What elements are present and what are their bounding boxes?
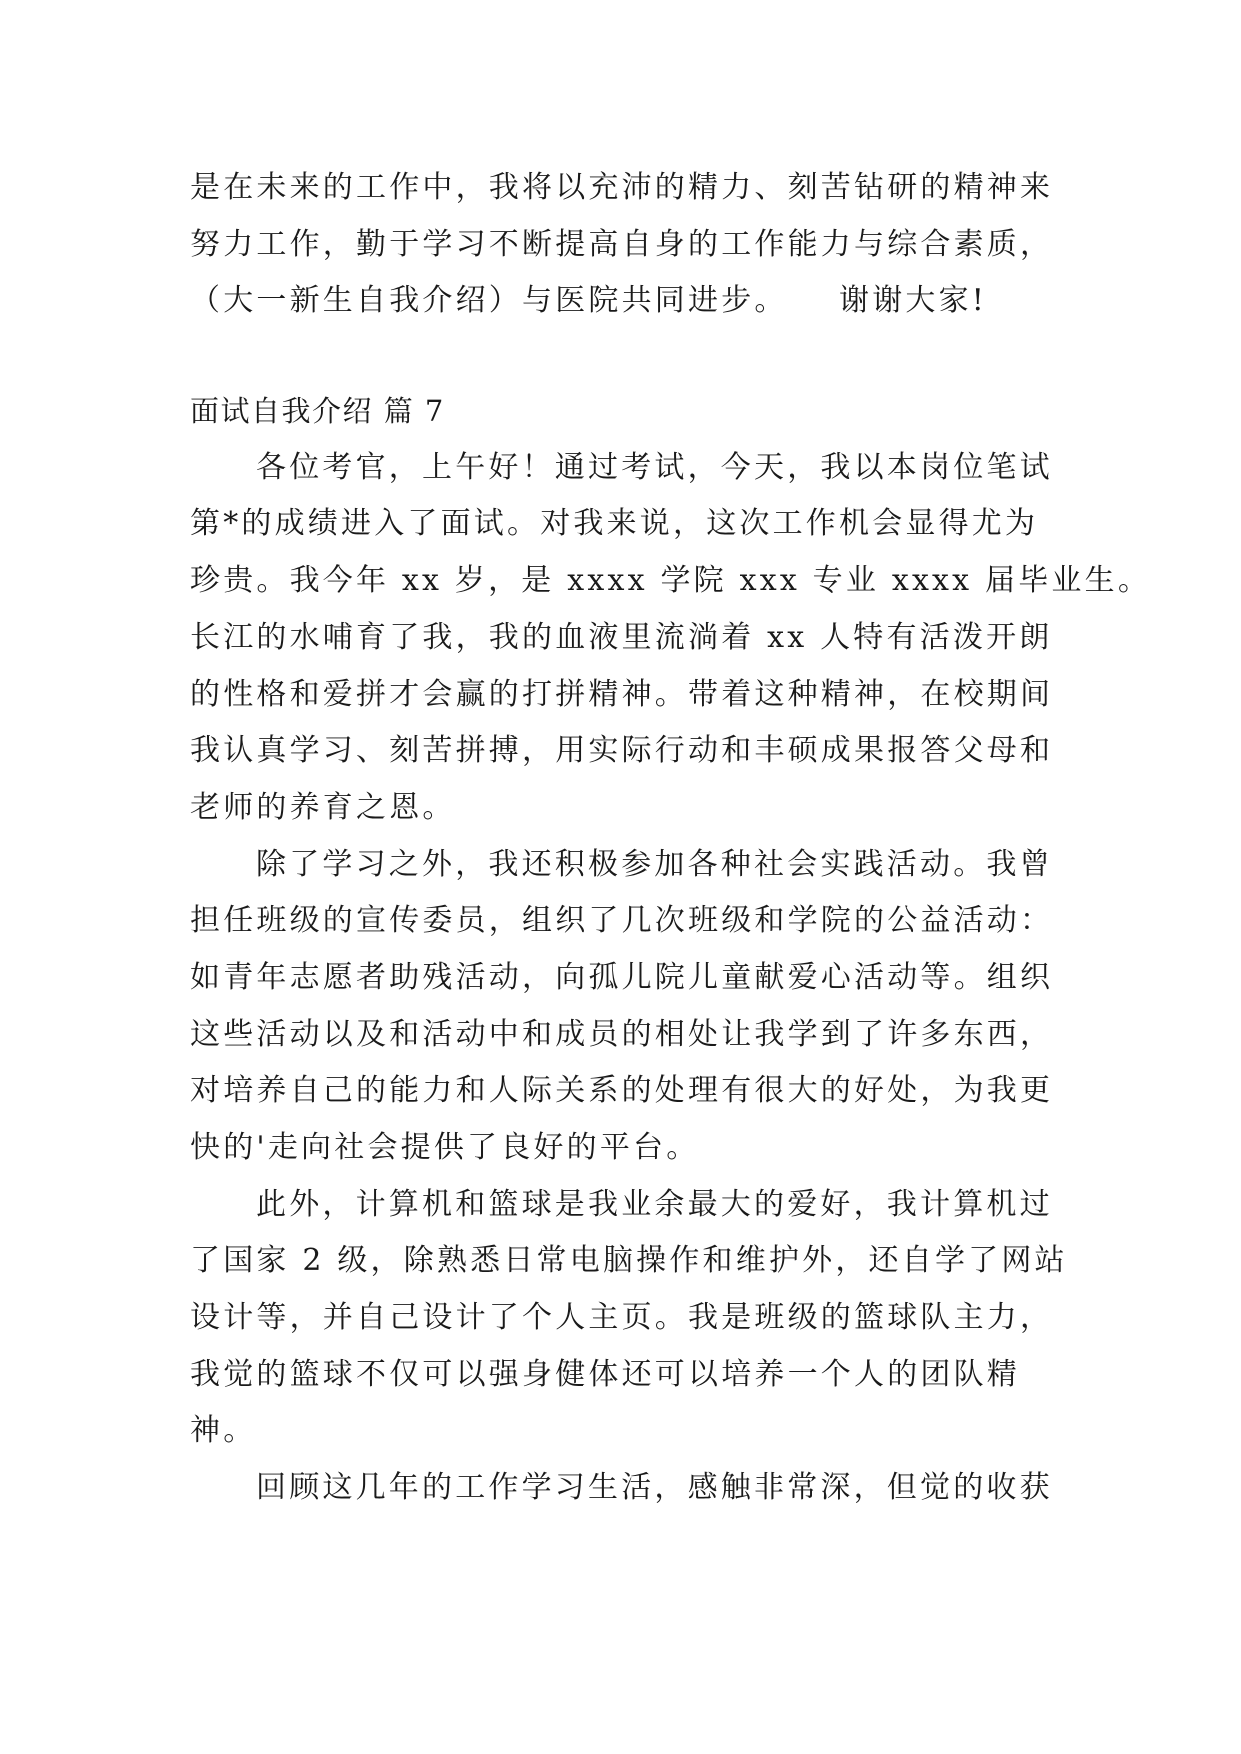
intro-paragraph bbox=[190, 160, 1060, 330]
text-line: 快的'走向社会提供了良好的平台。 bbox=[190, 1130, 700, 1165]
text-line: 如青年志愿者助残活动，向孤儿院儿童献爱心活动等。组织 bbox=[190, 959, 1054, 995]
text-line: 此外，计算机和篮球是我业余最大的爱好，我计算机过 bbox=[256, 1186, 1053, 1222]
paragraph-greeting bbox=[190, 440, 1152, 837]
text-line: 各位考官，上午好！通过考试，今天，我以本岗位笔试 bbox=[256, 449, 1053, 485]
text-line: 第*的成绩进入了面试。对我来说，这次工作机会显得尤为 bbox=[190, 506, 1039, 542]
text-line: 设计等，并自己设计了个人主页。我是班级的篮球队主力， bbox=[190, 1300, 1054, 1336]
text-line: 对培养自己的能力和人际关系的处理有很大的好处，为我更 bbox=[190, 1073, 1054, 1109]
section-heading: 面试自我介绍 篇 7 bbox=[190, 394, 445, 429]
text-line: 我认真学习、刻苦拼搏，用实际行动和丰硕成果报答父母和 bbox=[190, 733, 1054, 769]
text-line: 是在未来的工作中，我将以充沛的精力、刻苦钻研的精神来 bbox=[190, 170, 1054, 205]
text-line: 珍贵。我今年 xx 岁，是 xxxx 学院 xxx 专业 xxxx 届毕业生。 bbox=[190, 563, 1152, 599]
text-line: 老师的养育之恩。 bbox=[190, 789, 456, 825]
text-line: 努力工作，勤于学习不断提高自身的工作能力与综合素质， bbox=[190, 226, 1054, 262]
paragraph-hobbies bbox=[190, 1177, 1068, 1460]
text-line: 担任班级的宣传委员，组织了几次班级和学院的公益活动： bbox=[190, 903, 1054, 939]
paragraph-activities bbox=[190, 837, 1060, 1177]
text-line: 回顾这几年的工作学习生活，感触非常深，但觉的收获 bbox=[256, 1470, 1053, 1506]
text-line: 了国家 2 级，除熟悉日常电脑操作和维护外，还自学了网站 bbox=[190, 1243, 1068, 1279]
paragraph-review bbox=[190, 1460, 1060, 1517]
section-spacer bbox=[190, 330, 1060, 383]
document-body bbox=[190, 160, 1152, 1517]
text-line: 我觉的篮球不仅可以强身健体还可以培养一个人的团队精 bbox=[190, 1356, 1020, 1392]
text-line: （大一新生自我介绍）与医院共同进步。 谢谢大家! bbox=[190, 283, 988, 319]
text-line: 除了学习之外，我还积极参加各种社会实践活动。我曾 bbox=[256, 846, 1053, 882]
text-line: 的性格和爱拼才会赢的打拼精神。带着这种精神，在校期间 bbox=[190, 676, 1054, 712]
text-line: 这些活动以及和活动中和成员的相处让我学到了许多东西， bbox=[190, 1016, 1054, 1052]
text-line: 长江的水哺育了我，我的血液里流淌着 xx 人特有活泼开朗 bbox=[190, 619, 1053, 655]
text-line: 神。 bbox=[190, 1413, 257, 1449]
